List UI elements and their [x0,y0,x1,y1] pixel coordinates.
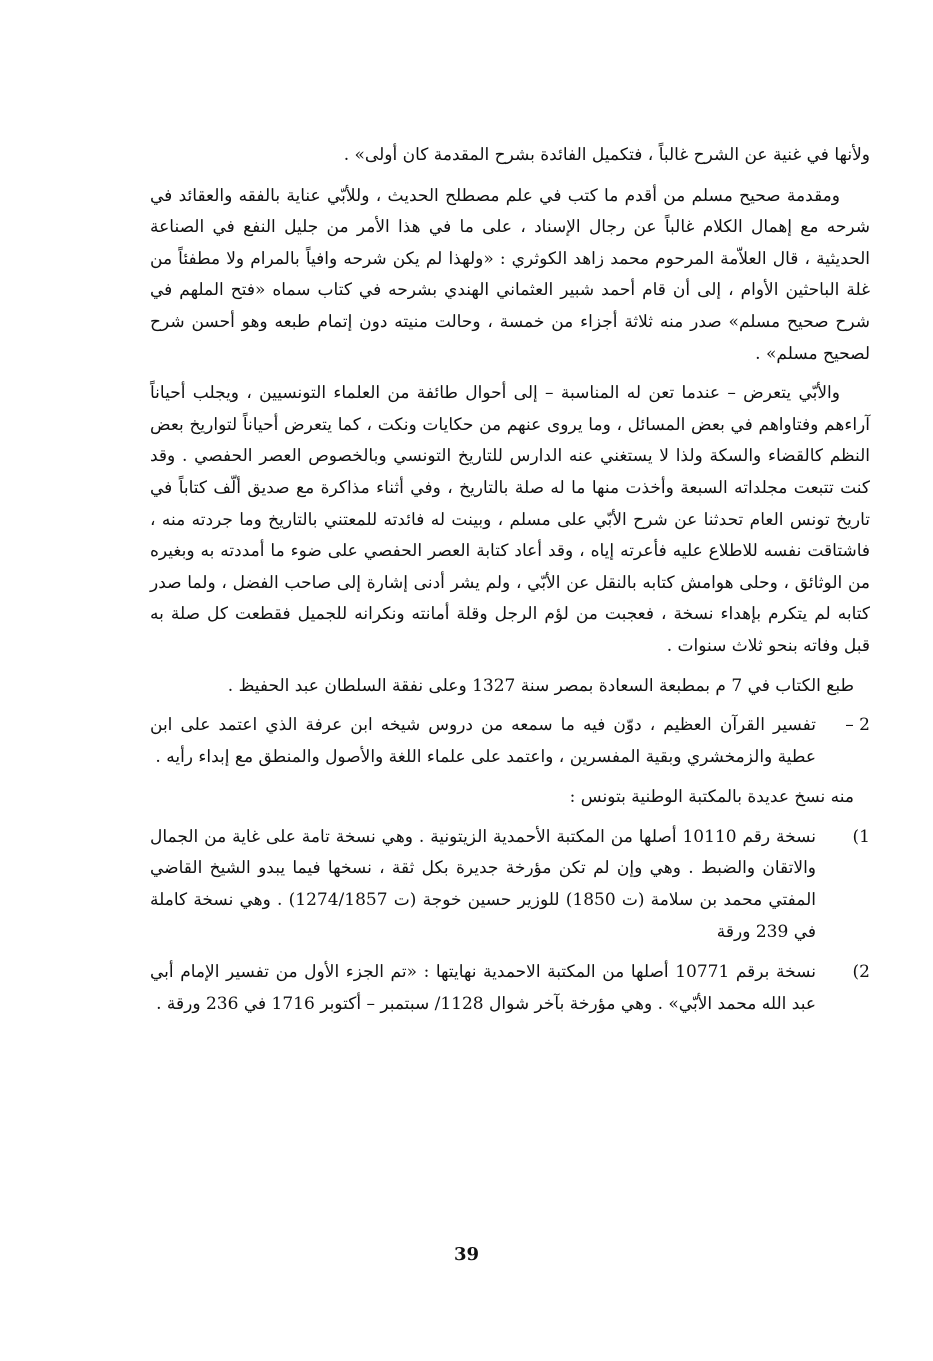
list-item-copy-1 [150,822,870,948]
paragraph-muqaddima: ومقدمة صحيح مسلم من أقدم ما كتب في علم مصطلح الحديث ، وللأبّي عناية بالفقه والعقائد في شرحه مع إهمال الكلام غالباً عن رجال الإسناد ، على ما في هذا الأمر من جليل النفع في الصناعة الحديثية ، قال العلاّمة المرحوم محمد زاهد الكوثري : «ولهذا لم يكن شرحه وافياً بالمرام ولا مطفئاً من غلة الباحثين الأوام ، إلى أن قام أحمد شبير العثماني الهندي بشرحه في كتاب سماه «فتح الملهم في شرح صحيح مسلم» صدر منه ثلاثة أجزاء من خمسة ، وحالت منيته دون إتمام طبعه وهو أحسن شرح لصحيح مسلم» . [150,185,870,364]
paragraph-ubbi-history: والأبّي يتعرض – عندما تعن له المناسبة – إلى أحوال طائفة من العلماء التونسيين ، ويجلب أحياناً آراءهم وفتاواهم في بعض المسائل ، وما يروى عنهم من حكايات ونكت ، كما يتعرض أحياناً لتواريخ بعض النظم كالقضاء والسكة ولذا لا يستغني عنه الدارس للتاريخ التونسي وبالخصوص العصر الحفصي . وقد كنت تتبعت مجلداته السبعة وأخذت منها ما له صلة بالتاريخ ، وفي أثناء مذاكرة مع صديق ألّف كتاباً في تاريخ تونس العام تحدثنا عن شرح الأبّي على مسلم ، وبينت له فائدته للمعتني بالتاريخ وما جردته منه ، فاشتاقت نفسه للاطلاع عليه فأعرته إياه ، وقد أعاد كتابة العصر الحفصي على ضوء ما أمددته به وبغيره من الوثائق ، وحلى هوامش كتابه بالنقل عن الأبّي ، ولم يشر أدنى إشارة إلى صاحب الفضل ، ولما صدر كتابه لم يتكرم بإهداء نسخة ، فعجبت من لؤم الرجل وقلة أمانته ونكرانه للجميل فقطعت كل صلة به قبل وفاته بنحو ثلاث سنوات . [150,383,870,656]
list-item-copy-2 [150,957,870,1020]
list-item-number: 1) [852,826,870,847]
page-number: 39 [453,1244,480,1265]
print-note: طبع الكتاب في 7 م بمطبعة السعادة بمصر سنة 1327 وعلى نفقة السلطان عبد الحفيظ . [227,675,854,696]
list-item-number: 2 – [845,715,870,736]
page-body [150,140,870,1029]
paragraph-intro-end: ولأنها في غنية عن الشرح غالباً ، فتكميل الفائدة بشرح المقدمة كان أولى» . [343,145,870,165]
list-item-text: نسخة رقم 10110 أصلها من المكتبة الأحمدية الزيتونية . وهي نسخة تامة على غاية من الجمال والاتقان والضبط . وهي وإن لم تكن مؤرخة جديرة بكل ثقة ، نسخها فيما يبدو الشيخ القاضي المفتي محمد بن سلامة (ت 1850) للوزير حسين خوجة (ت 1274/1857) . وهي نسخة كاملة في 239 ورقة [150,826,816,942]
list-item-text: تفسير القرآن العظيم ، دوّن فيه ما سمعه من دروس شيخه ابن عرفة الذي اعتمد على ابن عطية والزمخشري وبقية المفسرين ، واعتمد على علماء اللغة والأصول والمنطق مع إبداء رأيه . [150,715,816,767]
copies-intro: منه نسخ عديدة بالمكتبة الوطنية بتونس : [569,787,854,808]
list-item-number: 2) [852,962,870,983]
list-item-tafsir [150,710,870,773]
list-item-text: نسخة برقم 10771 أصلها من المكتبة الاحمدية نهايتها : «تم الجزء الأول من تفسير الإمام أبي عبد الله محمد الأبّي» . وهي مؤرخة بآخر شوال 1128/ سبتمبر – أكتوبر 1716 في 236 ورقة . [150,962,816,1014]
